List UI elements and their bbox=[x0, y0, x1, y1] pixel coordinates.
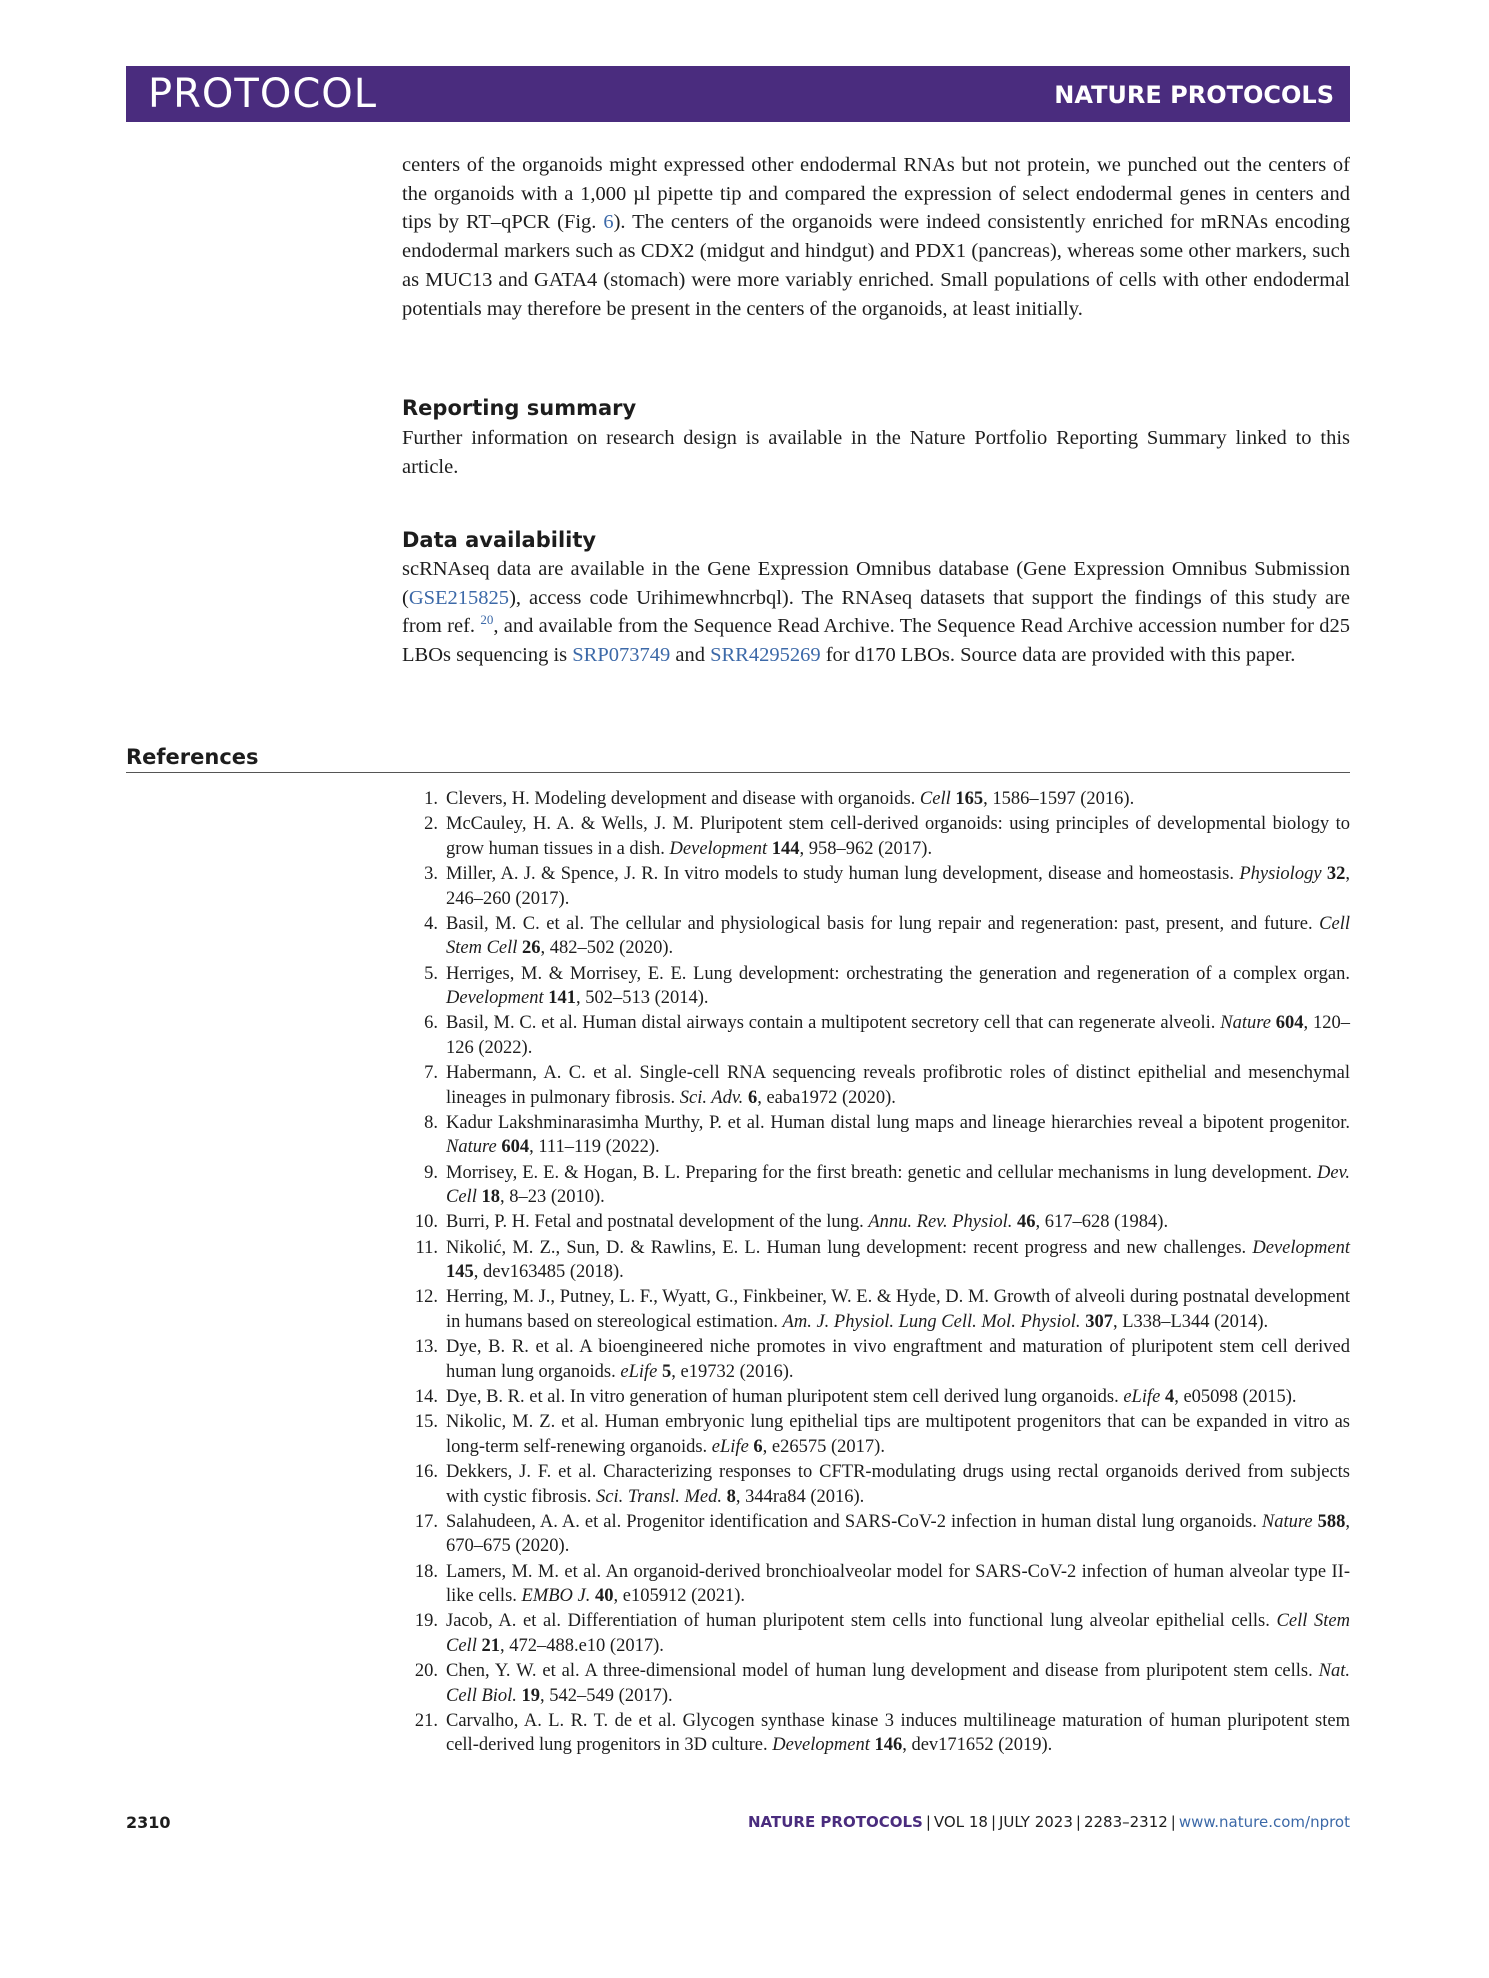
reference-item bbox=[402, 1161, 1350, 1210]
reference-number: 9. bbox=[424, 1162, 438, 1183]
reference-text bbox=[446, 1111, 1350, 1160]
reference-journal: eLife bbox=[711, 1436, 749, 1457]
data-text-d: and bbox=[670, 644, 711, 667]
reference-pages-year: , e19732 (2016). bbox=[671, 1361, 794, 1382]
reference-item bbox=[402, 1285, 1350, 1334]
reference-journal: Development bbox=[1252, 1237, 1350, 1258]
reference-text bbox=[446, 1011, 1350, 1060]
reference-text bbox=[446, 1385, 1350, 1410]
reference-number: 6. bbox=[424, 1013, 438, 1034]
reference-item bbox=[402, 1111, 1350, 1160]
reference-volume: 5 bbox=[662, 1361, 672, 1382]
reference-authors-title: Nikolić, M. Z., Sun, D. & Rawlins, E. L. Human lung development: recent progress and new challenges. bbox=[446, 1237, 1253, 1258]
reference-number: 1. bbox=[424, 789, 438, 809]
reference-volume: 588 bbox=[1317, 1511, 1346, 1532]
reference-number: 20. bbox=[414, 1661, 438, 1682]
reference-number: 4. bbox=[424, 913, 438, 934]
reference-pages-year: , e26575 (2017). bbox=[762, 1436, 885, 1457]
reference-volume: 604 bbox=[501, 1137, 530, 1158]
reference-journal: Nature bbox=[1220, 1013, 1271, 1034]
reference-authors-title: Kadur Lakshminarasimha Murthy, P. et al. Human distal lung maps and lineage hierarchies reveal a bipotent progenitor. bbox=[446, 1112, 1350, 1133]
reference-pages-year: , 958–962 (2017). bbox=[799, 838, 933, 859]
reference-number: 7. bbox=[424, 1063, 438, 1084]
reference-journal: eLife bbox=[1123, 1386, 1161, 1407]
reference-journal: Cell Stem Cell bbox=[446, 1611, 1350, 1656]
reference-text bbox=[446, 912, 1350, 961]
reference-item bbox=[402, 787, 1350, 812]
reference-pages-year: , 670–675 (2020). bbox=[446, 1511, 1350, 1557]
data-text-c: , and available from the Sequence Read Archive. The Sequence Read Archive accession number for d25 LBOs sequencing is bbox=[402, 615, 1350, 667]
reference-pages-year: , e105912 (2021). bbox=[613, 1586, 746, 1607]
reference-journal: Development bbox=[446, 988, 544, 1009]
reference-pages-year: , 1586–1597 (2016). bbox=[983, 789, 1135, 809]
references-list bbox=[402, 787, 1350, 1759]
reference-number: 17. bbox=[414, 1511, 438, 1532]
reference-authors-title: Basil, M. C. et al. Human distal airways contain a multipotent secretory cell that can regenerate alveoli. bbox=[446, 1013, 1221, 1034]
reference-item bbox=[402, 912, 1350, 961]
reference-pages-year: , 344ra84 (2016). bbox=[735, 1486, 865, 1507]
reference-text bbox=[446, 1161, 1350, 1210]
reference-volume: 46 bbox=[1017, 1212, 1036, 1233]
reference-authors-title: Habermann, A. C. et al. Single-cell RNA sequencing reveals profibrotic roles of distinct epithelial and mesenchymal lineages in pulmonary fibrosis. bbox=[446, 1063, 1350, 1108]
reference-text bbox=[446, 1236, 1350, 1285]
reference-text bbox=[446, 1285, 1350, 1334]
reference-volume: 165 bbox=[955, 789, 984, 809]
reference-pages-year: , 246–260 (2017). bbox=[446, 863, 1351, 909]
reference-text bbox=[446, 812, 1350, 861]
reference-text bbox=[446, 1510, 1350, 1559]
reference-text bbox=[446, 862, 1350, 911]
reference-text bbox=[446, 1609, 1350, 1658]
reference-text bbox=[446, 962, 1350, 1011]
reference-pages-year: , dev163485 (2018). bbox=[473, 1262, 624, 1283]
reference-authors-title: Miller, A. J. & Spence, J. R. In vitro models to study human lung development, disease and homeostasis. bbox=[446, 863, 1240, 884]
reference-text bbox=[446, 1210, 1350, 1235]
footer-journal: NATURE PROTOCOLS bbox=[748, 1813, 923, 1831]
reference-authors-title: Lamers, M. M. et al. An organoid-derived bronchioalveolar model for SARS-CoV-2 infection of human alveolar type II-like cells. bbox=[446, 1561, 1350, 1607]
reference-text bbox=[446, 1659, 1350, 1708]
footer-url-link[interactable]: www.nature.com/nprot bbox=[1178, 1813, 1350, 1831]
reference-volume: 144 bbox=[771, 838, 800, 859]
reference-journal: Sci. Adv. bbox=[679, 1087, 744, 1108]
reference-pages-year: , 617–628 (1984). bbox=[1035, 1212, 1169, 1233]
reference-number: 2. bbox=[424, 814, 438, 835]
reference-volume: 146 bbox=[874, 1735, 903, 1756]
reporting-summary-text: Further information on research design is available in the Nature Portfolio Reporting Summary linked to this article. bbox=[402, 427, 1350, 478]
geo-accession-link[interactable]: GSE215825 bbox=[408, 586, 510, 609]
data-text-e: for d170 LBOs. Source data are provided with this paper. bbox=[820, 644, 1296, 667]
reference-number: 13. bbox=[414, 1337, 438, 1358]
reference-item bbox=[402, 1709, 1350, 1758]
reference-item bbox=[402, 862, 1350, 911]
reference-volume: 6 bbox=[747, 1087, 758, 1108]
intro-text-a: centers of the organoids might expressed other endodermal RNAs but not protein, we punched out the centers of the organoids with a 1,000 µl pipette tip and compared the expression of select endodermal genes in centers and tips by RT–qPCR (Fig. bbox=[402, 154, 1350, 234]
reference-journal: Am. J. Physiol. Lung Cell. Mol. Physiol. bbox=[782, 1312, 1081, 1332]
reference-number: 15. bbox=[414, 1412, 438, 1433]
reference-authors-title: Clevers, H. Modeling development and disease with organoids. bbox=[446, 789, 920, 809]
reference-journal: Development bbox=[772, 1735, 870, 1756]
reference-text bbox=[446, 1410, 1350, 1459]
reference-number: 11. bbox=[415, 1237, 438, 1258]
references-heading: References bbox=[126, 745, 259, 769]
reference-item bbox=[402, 812, 1350, 861]
reference-pages-year: , 482–502 (2020). bbox=[540, 938, 674, 959]
page-number: 2310 bbox=[126, 1813, 171, 1832]
reference-authors-title: Dekkers, J. F. et al. Characterizing responses to CFTR-modulating drugs using rectal organoids derived from subjects with cystic fibrosis. bbox=[446, 1461, 1350, 1507]
reference-pages-year: , L338–L344 (2014). bbox=[1112, 1312, 1269, 1332]
reference-journal: eLife bbox=[620, 1361, 658, 1382]
reference-journal: Nat. Cell Biol. bbox=[446, 1661, 1350, 1706]
reference-authors-title: Dye, B. R. et al. A bioengineered niche promotes in vivo engraftment and maturation of pluripotent stem cell derived human lung organoids. bbox=[446, 1337, 1350, 1382]
reference-authors-title: Morrisey, E. E. & Hogan, B. L. Preparing for the first breath: genetic and cellular mechanisms in lung development. bbox=[446, 1162, 1317, 1183]
reference-pages-year: , e05098 (2015). bbox=[1174, 1386, 1297, 1407]
data-text-b: ), access code Urihimewhncrbql). The RNAseq datasets that support the findings of this study are from ref. bbox=[402, 586, 1350, 638]
reference-volume: 604 bbox=[1275, 1013, 1304, 1034]
reference-item bbox=[402, 1385, 1350, 1410]
reference-pages-year: , 542–549 (2017). bbox=[540, 1685, 673, 1706]
reference-volume: 26 bbox=[522, 938, 541, 959]
reference-volume: 4 bbox=[1164, 1386, 1175, 1407]
footer-pages: 2283–2312 bbox=[1083, 1813, 1168, 1831]
reference-item bbox=[402, 1460, 1350, 1509]
reference-authors-title: Herring, M. J., Putney, L. F., Wyatt, G., Finkbeiner, W. E. & Hyde, D. M. Growth of alveoli during postnatal development in humans based on stereological estimation. bbox=[446, 1287, 1350, 1332]
reference-number: 18. bbox=[414, 1561, 438, 1582]
journal-name: NATURE PROTOCOLS bbox=[1054, 81, 1334, 109]
reference-item bbox=[402, 1210, 1350, 1235]
reference-text bbox=[446, 1061, 1350, 1110]
reference-authors-title: Carvalho, A. L. R. T. de et al. Glycogen synthase kinase 3 induces multilineage maturation of human pluripotent stem cell-derived lung progenitors in 3D culture. bbox=[446, 1710, 1350, 1756]
ref-20-link[interactable]: 20 bbox=[480, 612, 494, 628]
reference-item bbox=[402, 962, 1350, 1011]
reference-number: 8. bbox=[424, 1112, 438, 1133]
reference-item bbox=[402, 1510, 1350, 1559]
reference-volume: 32 bbox=[1326, 863, 1346, 884]
reference-journal: EMBO J. bbox=[521, 1586, 591, 1607]
reference-volume: 307 bbox=[1085, 1312, 1113, 1332]
reference-authors-title: Nikolic, M. Z. et al. Human embryonic lung epithelial tips are multipotent progenitors that can be expanded in vitro as long-term self-renewing organoids. bbox=[446, 1412, 1350, 1457]
reference-number: 10. bbox=[414, 1212, 438, 1233]
reference-journal: Dev. Cell bbox=[446, 1162, 1350, 1208]
reference-journal: Annu. Rev. Physiol. bbox=[868, 1212, 1013, 1233]
reference-pages-year: , eaba1972 (2020). bbox=[757, 1087, 896, 1108]
reference-pages-year: , 111–119 (2022). bbox=[529, 1137, 660, 1158]
srp-accession-link[interactable]: SRP073749 bbox=[572, 644, 671, 667]
reference-authors-title: Burri, P. H. Fetal and postnatal development of the lung. bbox=[446, 1212, 869, 1233]
reference-number: 12. bbox=[414, 1287, 438, 1308]
reference-item bbox=[402, 1011, 1350, 1060]
reference-authors-title: Basil, M. C. et al. The cellular and physiological basis for lung repair and regeneration: past, present, and future. bbox=[446, 913, 1320, 934]
reference-journal: Physiology bbox=[1239, 863, 1322, 884]
reference-volume: 6 bbox=[753, 1436, 763, 1457]
reference-number: 14. bbox=[414, 1386, 438, 1407]
reference-text bbox=[446, 1560, 1350, 1609]
reference-text bbox=[446, 787, 1350, 812]
reference-number: 21. bbox=[414, 1710, 438, 1731]
reference-authors-title: Herriges, M. & Morrisey, E. E. Lung development: orchestrating the generation and regeneration of a complex organ. bbox=[446, 963, 1350, 984]
reference-number: 16. bbox=[414, 1461, 438, 1482]
reference-authors-title: Salahudeen, A. A. et al. Progenitor identification and SARS-CoV-2 infection in human distal lung organoids. bbox=[446, 1511, 1262, 1532]
header-bar bbox=[126, 66, 1350, 122]
reference-number: 3. bbox=[424, 863, 438, 884]
reference-authors-title: Dye, B. R. et al. In vitro generation of human pluripotent stem cell derived lung organoids. bbox=[446, 1386, 1124, 1407]
section-label: PROTOCOL bbox=[148, 71, 378, 117]
reference-journal: Cell Stem Cell bbox=[446, 913, 1350, 959]
reference-number: 19. bbox=[414, 1611, 438, 1632]
reference-item bbox=[402, 1410, 1350, 1459]
reference-item bbox=[402, 1659, 1350, 1708]
reference-volume: 145 bbox=[446, 1262, 474, 1283]
data-text-a: scRNAseq data are available in the Gene Expression Omnibus database (Gene Expression Omnibus Submission ( bbox=[402, 558, 1350, 609]
footer-citation: NATURE PROTOCOLS | VOL 18 | JULY 2023 | 2283–2312 | www.nature.com/nprot bbox=[748, 1813, 1350, 1831]
reference-volume: 21 bbox=[481, 1635, 500, 1656]
reference-item bbox=[402, 1609, 1350, 1658]
reference-volume: 40 bbox=[595, 1586, 614, 1607]
reference-journal: Cell bbox=[919, 789, 951, 809]
reference-text bbox=[446, 1335, 1350, 1384]
reference-pages-year: , 472–488.e10 (2017). bbox=[499, 1635, 664, 1656]
reference-item bbox=[402, 1335, 1350, 1384]
reference-number: 5. bbox=[424, 963, 438, 984]
reference-volume: 8 bbox=[726, 1486, 736, 1507]
references-divider bbox=[126, 772, 1350, 773]
reference-item bbox=[402, 1236, 1350, 1285]
reporting-summary-heading: Reporting summary bbox=[402, 396, 637, 420]
reference-volume: 18 bbox=[481, 1187, 500, 1208]
fig-6-link[interactable]: 6 bbox=[603, 211, 614, 234]
srr-accession-link[interactable]: SRR4295269 bbox=[710, 644, 821, 667]
reference-journal: Nature bbox=[446, 1137, 497, 1158]
reference-text bbox=[446, 1709, 1350, 1758]
reference-volume: 141 bbox=[548, 988, 576, 1009]
reference-volume: 19 bbox=[521, 1685, 541, 1706]
footer-date: JULY 2023 bbox=[999, 1813, 1073, 1831]
reference-authors-title: McCauley, H. A. & Wells, J. M. Pluripotent stem cell-derived organoids: using principles of developmental biology to grow human tissues in a dish. bbox=[446, 814, 1350, 859]
reference-authors-title: Chen, Y. W. et al. A three-dimensional model of human lung development and disease from pluripotent stem cells. bbox=[446, 1661, 1319, 1682]
reference-journal: Sci. Transl. Med. bbox=[596, 1486, 722, 1507]
intro-paragraph bbox=[402, 151, 1350, 323]
reference-pages-year: , 502–513 (2014). bbox=[575, 988, 709, 1009]
intro-text-b: ). The centers of the organoids were indeed consistently enriched for mRNAs encoding endodermal markers such as CDX2 (midgut and hindgut) and PDX1 (pancreas), whereas some other markers, such as MUC13 and GATA4 (stomach) were more variably enriched. Small populations of cells with other endodermal potentials may therefore be present in the centers of the organoids, at least initially. bbox=[402, 211, 1350, 320]
reference-item bbox=[402, 1061, 1350, 1110]
footer-volume: VOL 18 bbox=[933, 1813, 988, 1831]
reference-pages-year: , 8–23 (2010). bbox=[499, 1187, 605, 1208]
reference-journal: Nature bbox=[1261, 1511, 1313, 1532]
reference-journal: Development bbox=[669, 838, 768, 859]
data-availability-text bbox=[402, 555, 1350, 670]
reference-item bbox=[402, 1560, 1350, 1609]
reference-pages-year: , 120–126 (2022). bbox=[446, 1013, 1351, 1058]
reference-pages-year: , dev171652 (2019). bbox=[902, 1735, 1053, 1756]
reference-authors-title: Jacob, A. et al. Differentiation of human pluripotent stem cells into functional lung alveolar epithelial cells. bbox=[446, 1611, 1277, 1632]
data-availability-heading: Data availability bbox=[402, 528, 597, 552]
reference-text bbox=[446, 1460, 1350, 1509]
